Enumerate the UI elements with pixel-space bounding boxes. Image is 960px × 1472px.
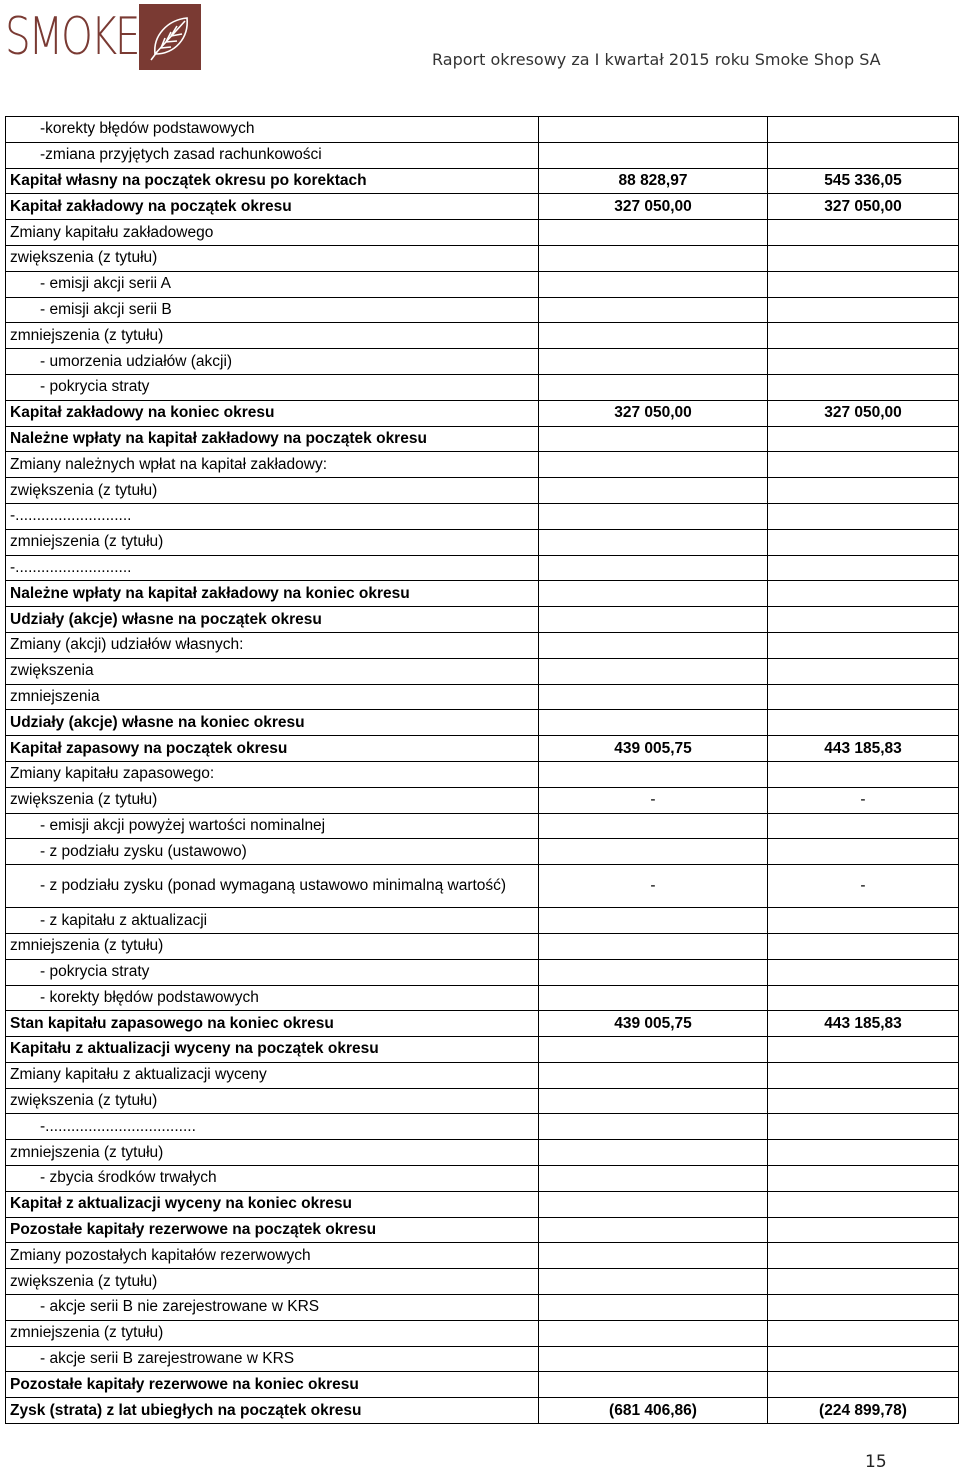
value-cell [768,1372,959,1398]
value-cell: 545 336,05 [768,168,959,194]
table-row [6,1191,959,1217]
value-cell [768,529,959,555]
row-label: zmniejszenia (z tytułu) [6,529,539,555]
company-logo [5,4,139,70]
table-row [6,632,959,658]
value-cell [768,452,959,478]
value-cell [768,374,959,400]
row-label: -korekty błędów podstawowych [6,117,539,143]
table-row [6,1398,959,1424]
table-row [6,1011,959,1037]
value-cell [768,142,959,168]
value-cell [539,1243,768,1269]
value-cell [768,1295,959,1321]
row-label: Zmiany (akcji) udziałów własnych: [6,632,539,658]
row-label: Zmiany kapitału zakładowego [6,220,539,246]
value-cell [539,607,768,633]
value-cell [539,529,768,555]
table-row [6,658,959,684]
value-cell: 327 050,00 [539,194,768,220]
row-label: Kapitału z aktualizacji wyceny na początek okresu [6,1037,539,1063]
value-cell [768,1269,959,1295]
value-cell [768,349,959,375]
row-label: Pozostałe kapitały rezerwowe na początek okresu [6,1217,539,1243]
row-label: - akcje serii B nie zarejestrowane w KRS [6,1295,539,1321]
value-cell: 327 050,00 [768,194,959,220]
value-cell [539,220,768,246]
value-cell [768,908,959,934]
row-label: Należne wpłaty na kapitał zakładowy na początek okresu [6,426,539,452]
value-cell [768,503,959,529]
row-label: Zmiany pozostałych kapitałów rezerwowych [6,1243,539,1269]
table-row [6,1062,959,1088]
value-cell: (681 406,86) [539,1398,768,1424]
row-label: zwiększenia (z tytułu) [6,1088,539,1114]
value-cell [539,1217,768,1243]
row-label: zwiększenia [6,658,539,684]
value-cell: 327 050,00 [539,400,768,426]
row-label: zmniejszenia (z tytułu) [6,933,539,959]
value-cell [539,426,768,452]
value-cell [768,297,959,323]
table-row [6,478,959,504]
value-cell: - [768,787,959,813]
table-row [6,1166,959,1192]
table-row [6,933,959,959]
table-row [6,1295,959,1321]
table-row [6,297,959,323]
row-label: - pokrycia straty [6,959,539,985]
value-cell [768,323,959,349]
table-row [6,985,959,1011]
table-row [6,1269,959,1295]
table-row [6,1320,959,1346]
row-label: -zmiana przyjętych zasad rachunkowości [6,142,539,168]
table-row [6,908,959,934]
table-row [6,865,959,908]
table-row [6,374,959,400]
value-cell [768,1037,959,1063]
value-cell [539,323,768,349]
table-row [6,426,959,452]
table-row [6,452,959,478]
row-label: Zmiany należnych wpłat na kapitał zakładowy: [6,452,539,478]
row-label: Udziały (akcje) własne na koniec okresu [6,710,539,736]
value-cell [768,985,959,1011]
value-cell [768,632,959,658]
row-label: - z podziału zysku (ustawowo) [6,839,539,865]
table-row [6,1140,959,1166]
value-cell [539,1088,768,1114]
value-cell: (224 899,78) [768,1398,959,1424]
table-row [6,349,959,375]
row-label: zmniejszenia [6,684,539,710]
value-cell [539,117,768,143]
row-label [6,865,539,908]
table-row [6,503,959,529]
value-cell [539,959,768,985]
table-row [6,581,959,607]
value-cell [768,426,959,452]
value-cell [768,271,959,297]
table-row [6,1243,959,1269]
table-row [6,323,959,349]
value-cell [539,374,768,400]
value-cell [768,761,959,787]
row-label: - pokrycia straty [6,374,539,400]
value-cell [539,1166,768,1192]
value-cell [539,710,768,736]
row-label: Pozostałe kapitały rezerwowe na koniec okresu [6,1372,539,1398]
table-row [6,400,959,426]
table-row [6,1037,959,1063]
value-cell [768,1088,959,1114]
row-label: - zbycia środków trwałych [6,1166,539,1192]
row-label: -................................... [6,1114,539,1140]
value-cell [539,658,768,684]
row-label: zwiększenia (z tytułu) [6,787,539,813]
value-cell [539,271,768,297]
value-cell [539,933,768,959]
row-label: Zysk (strata) z lat ubiegłych na początek okresu [6,1398,539,1424]
value-cell [768,839,959,865]
value-cell [539,761,768,787]
row-label: zmniejszenia (z tytułu) [6,1320,539,1346]
value-cell [768,1243,959,1269]
page-number: 15 [865,1452,887,1472]
row-label: zwiększenia (z tytułu) [6,478,539,504]
value-cell: 439 005,75 [539,736,768,762]
row-label: -........................... [6,555,539,581]
value-cell [539,503,768,529]
row-label: -........................... [6,503,539,529]
table-row [6,168,959,194]
table-row [6,245,959,271]
row-label: Kapitał zapasowy na początek okresu [6,736,539,762]
table-row [6,839,959,865]
value-cell: 88 828,97 [539,168,768,194]
value-cell: - [768,865,959,908]
row-label: Kapitał zakładowy na początek okresu [6,194,539,220]
value-cell [768,117,959,143]
value-cell [768,581,959,607]
value-cell [539,452,768,478]
value-cell [539,1140,768,1166]
table-row [6,736,959,762]
table-row [6,684,959,710]
table-row [6,220,959,246]
row-label: Kapitał zakładowy na koniec okresu [6,400,539,426]
value-cell [768,1346,959,1372]
table-row [6,1088,959,1114]
table-row [6,1346,959,1372]
row-label: - akcje serii B zarejestrowane w KRS [6,1346,539,1372]
value-cell [768,658,959,684]
value-cell [539,297,768,323]
report-title: Raport okresowy za I kwartał 2015 roku Smoke Shop SA [432,50,881,69]
value-cell [539,1372,768,1398]
table-row [6,787,959,813]
value-cell [539,1346,768,1372]
row-label: Udziały (akcje) własne na początek okresu [6,607,539,633]
value-cell [768,684,959,710]
value-cell [539,555,768,581]
value-cell [539,1269,768,1295]
value-cell [768,1140,959,1166]
value-cell [768,555,959,581]
row-label: - umorzenia udziałów (akcji) [6,349,539,375]
row-label: - emisji akcji serii A [6,271,539,297]
table-row [6,710,959,736]
table-row [6,761,959,787]
value-cell: - [539,865,768,908]
value-cell [539,1320,768,1346]
value-cell [768,1166,959,1192]
logo-wordmark: SMOKE [5,7,139,67]
table-row [6,555,959,581]
value-cell [539,349,768,375]
value-cell [768,1191,959,1217]
table-row [6,1217,959,1243]
value-cell [768,710,959,736]
row-label: - emisji akcji powyżej wartości nominalnej [6,813,539,839]
value-cell [539,1295,768,1321]
row-label: - korekty błędów podstawowych [6,985,539,1011]
row-label: Zmiany kapitału z aktualizacji wyceny [6,1062,539,1088]
row-label: Stan kapitału zapasowego na koniec okresu [6,1011,539,1037]
value-cell [768,933,959,959]
value-cell [539,813,768,839]
value-cell: 443 185,83 [768,736,959,762]
table-row [6,1114,959,1140]
value-cell [539,581,768,607]
value-cell [768,1114,959,1140]
value-cell [539,1114,768,1140]
table-row [6,1372,959,1398]
leaf-logo-icon [139,4,201,70]
table-row [6,529,959,555]
table-row [6,959,959,985]
value-cell [539,1191,768,1217]
value-cell [768,1062,959,1088]
value-cell [539,142,768,168]
table-row [6,117,959,143]
row-label: zmniejszenia (z tytułu) [6,323,539,349]
value-cell: - [539,787,768,813]
equity-changes-table [5,116,959,1424]
value-cell [768,607,959,633]
row-label: Kapitał z aktualizacji wyceny na koniec okresu [6,1191,539,1217]
value-cell [539,839,768,865]
value-cell [768,220,959,246]
value-cell [539,908,768,934]
row-label: - z kapitału z aktualizacji [6,908,539,934]
value-cell: 443 185,83 [768,1011,959,1037]
table-row [6,607,959,633]
value-cell [768,1217,959,1243]
table-row [6,142,959,168]
value-cell: 439 005,75 [539,1011,768,1037]
row-label: zwiększenia (z tytułu) [6,1269,539,1295]
row-label: Zmiany kapitału zapasowego: [6,761,539,787]
row-label: Należne wpłaty na kapitał zakładowy na koniec okresu [6,581,539,607]
value-cell: 327 050,00 [768,400,959,426]
table-row [6,813,959,839]
value-cell [768,959,959,985]
row-label: zwiększenia (z tytułu) [6,245,539,271]
table-row [6,271,959,297]
value-cell [539,684,768,710]
value-cell [539,1037,768,1063]
value-cell [768,813,959,839]
value-cell [539,478,768,504]
value-cell [539,1062,768,1088]
value-cell [539,245,768,271]
row-label: Kapitał własny na początek okresu po korektach [6,168,539,194]
value-cell [539,985,768,1011]
row-label-text: - z podziału zysku (ponad wymaganą ustawowo minimalną wartość) [40,877,507,895]
value-cell [768,478,959,504]
row-label: zmniejszenia (z tytułu) [6,1140,539,1166]
value-cell [539,632,768,658]
value-cell [768,1320,959,1346]
table-row [6,194,959,220]
value-cell [768,245,959,271]
row-label: - emisji akcji serii B [6,297,539,323]
